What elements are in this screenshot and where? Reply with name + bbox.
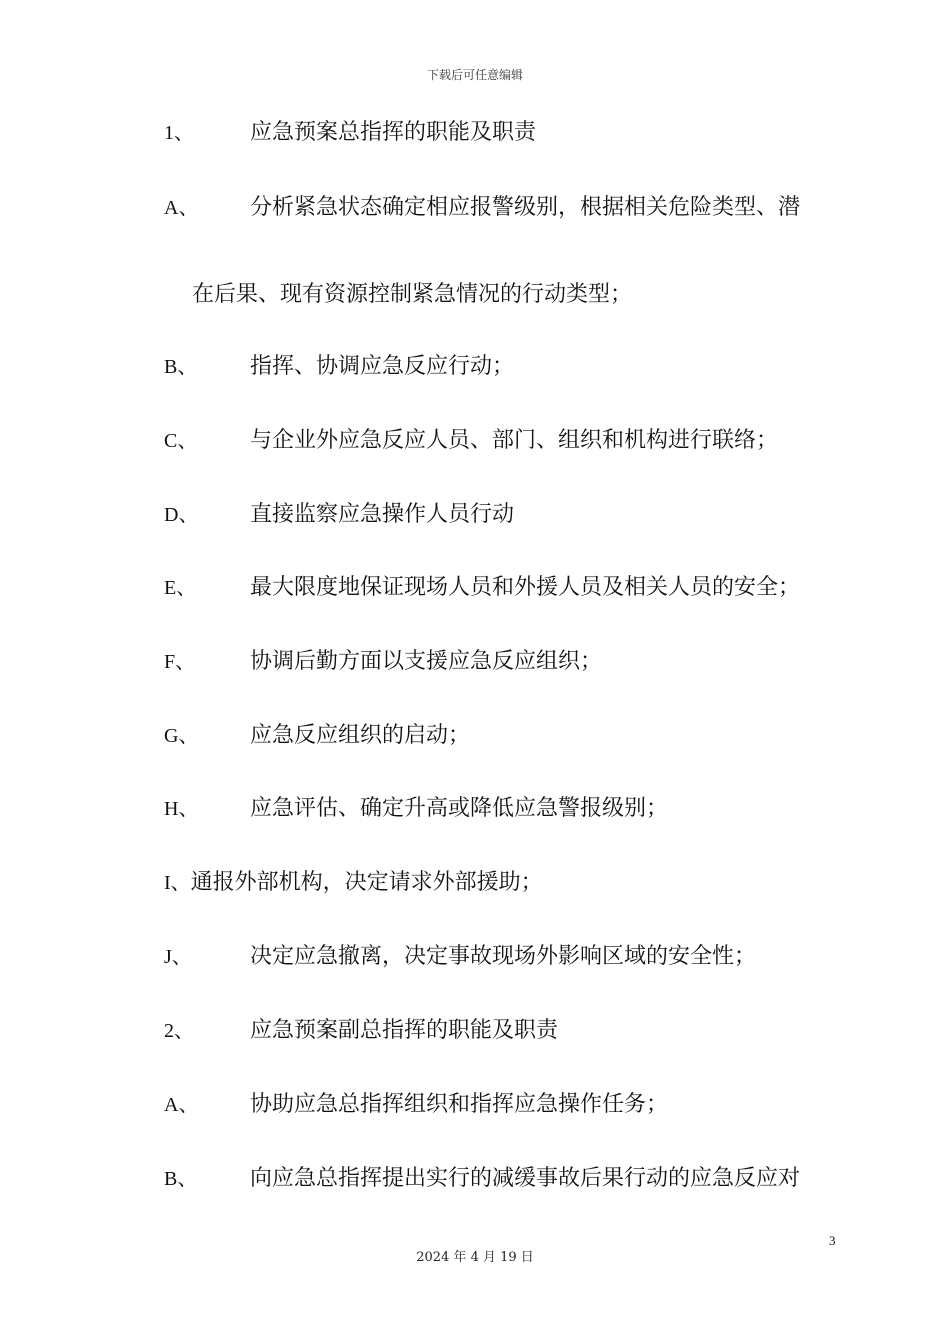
list-item-i <box>164 868 543 898</box>
list-text: 协调后勤方面以支援应急反应组织； <box>250 649 603 674</box>
list-item-b <box>164 352 514 382</box>
list-item-d <box>164 500 514 530</box>
list-text: 直接监察应急操作人员行动 <box>250 502 515 527</box>
list-marker: I、 <box>164 872 191 894</box>
list-item-a2 <box>164 1090 668 1120</box>
list-marker: D、 <box>164 504 199 526</box>
list-marker: C、 <box>164 430 198 452</box>
page-header: 下载后可任意编辑 <box>426 68 523 82</box>
list-marker: G、 <box>164 725 199 747</box>
list-marker: J、 <box>164 946 192 968</box>
list-text: 指挥、协调应急反应行动； <box>250 354 515 379</box>
list-text: 协助应急总指挥组织和指挥应急操作任务； <box>250 1092 669 1117</box>
list-marker: 1、 <box>164 122 194 144</box>
list-marker: B、 <box>164 356 198 378</box>
list-marker: E、 <box>164 577 197 599</box>
list-text: 通报外部机构，决定请求外部援助； <box>190 870 543 895</box>
page-number: 3 <box>829 1233 836 1248</box>
list-item-a <box>164 193 800 223</box>
list-marker: 2、 <box>164 1020 194 1042</box>
list-marker: H、 <box>164 798 199 820</box>
list-marker: A、 <box>164 197 199 219</box>
list-item-j <box>164 942 756 972</box>
list-item-h <box>164 794 668 824</box>
page-footer-date: 2024 年 4 月 19 日 <box>416 1250 534 1265</box>
list-text: 向应急总指挥提出实行的减缓事故后果行动的应急反应对 <box>250 1166 801 1191</box>
list-text: 分析紧急状态确定相应报警级别，根据相关危险类型、潜 <box>250 195 801 220</box>
list-item-f <box>164 647 602 677</box>
list-marker: B、 <box>164 1168 198 1190</box>
list-text: 决定应急撤离，决定事故现场外影响区域的安全性； <box>250 944 757 969</box>
list-text: 与企业外应急反应人员、部门、组织和机构进行联络； <box>250 428 779 453</box>
list-text: 应急反应组织的启动； <box>250 723 471 748</box>
list-marker: A、 <box>164 1094 199 1116</box>
list-text: 应急预案总指挥的职能及职责 <box>250 120 537 145</box>
list-item-g <box>164 721 470 751</box>
list-text: 应急评估、确定升高或降低应急警报级别； <box>250 796 669 821</box>
list-text: 最大限度地保证现场人员和外援人员及相关人员的安全； <box>250 575 801 600</box>
list-item-continuation: 在后果、现有资源控制紧急情况的行动类型； <box>192 282 633 307</box>
heading-1 <box>164 118 536 148</box>
list-item-b2 <box>164 1164 800 1194</box>
list-text: 应急预案副总指挥的职能及职责 <box>250 1018 559 1043</box>
heading-2 <box>164 1016 558 1046</box>
list-item-c <box>164 426 778 456</box>
list-item-e <box>164 573 800 603</box>
list-marker: F、 <box>164 651 196 673</box>
